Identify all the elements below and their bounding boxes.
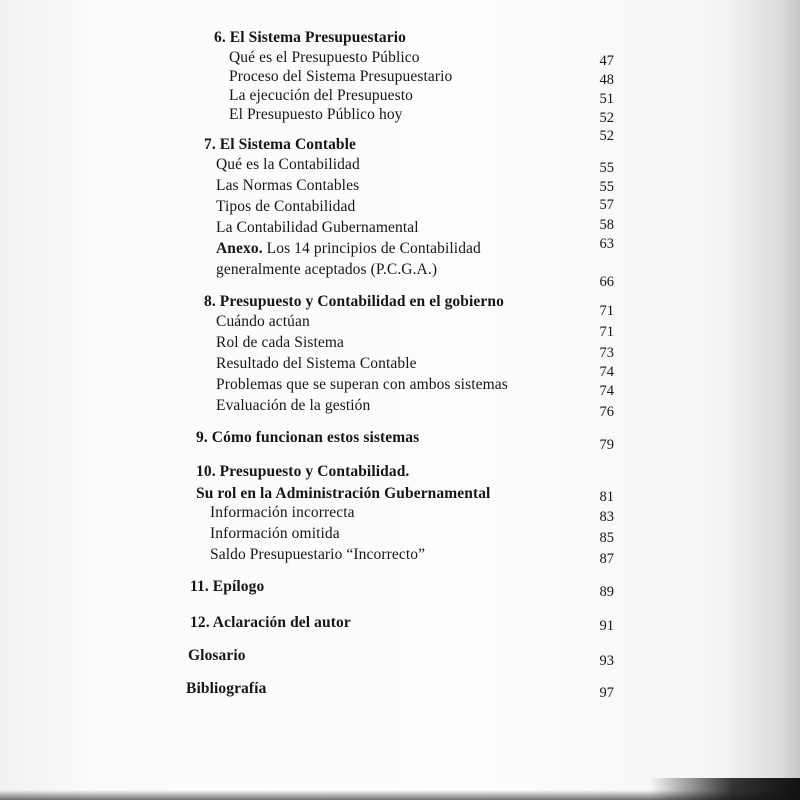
toc-entry-label: Resultado del Sistema Contable: [216, 355, 417, 372]
section-9-heading: 9. Cómo funcionan estos sistemas: [196, 429, 420, 446]
toc-page-number: 55: [599, 160, 614, 176]
toc-page-number: 76: [599, 404, 614, 420]
toc-page-number: 85: [599, 530, 614, 546]
toc-page-number: 63: [599, 236, 614, 252]
toc-page-number: 66: [599, 274, 614, 290]
toc-page-number: 74: [599, 383, 614, 399]
toc-entry-label: Qué es el Presupuesto Público: [229, 49, 420, 66]
toc-entry-label: Tipos de Contabilidad: [216, 198, 356, 215]
toc-entry-label: La ejecución del Presupuesto: [229, 87, 414, 104]
toc-page-number: 71: [599, 324, 614, 340]
section-12-page-number: 91: [599, 618, 614, 634]
toc-page-number: 58: [599, 217, 614, 233]
section-10-subheading: Su rol en la Administración Gubernamental: [196, 485, 491, 502]
toc-entry-label: Cuándo actúan: [216, 313, 310, 330]
toc-page-number: 51: [599, 91, 614, 107]
annex-entry-line2: generalmente aceptados (P.C.G.A.): [216, 261, 438, 278]
page-corner-shadow: [650, 778, 800, 800]
toc-page-number: 48: [599, 72, 614, 88]
section-10-heading: 10. Presupuesto y Contabilidad.: [196, 463, 410, 480]
toc-entry-label: Evaluación de la gestión: [216, 397, 371, 414]
section-11-page-number: 89: [599, 584, 614, 600]
glossary-page-number: 93: [599, 653, 614, 669]
toc-page-number: 57: [599, 197, 614, 213]
toc-page-number: 74: [599, 364, 614, 380]
annex-title: Los 14 principios de Contabilidad: [262, 240, 481, 257]
bibliography-heading: Bibliografía: [186, 680, 267, 697]
section-8-heading: 8. Presupuesto y Contabilidad en el gobierno: [204, 293, 504, 310]
section-12-heading: 12. Aclaración del autor: [190, 614, 351, 631]
section-6-heading: 6. El Sistema Presupuestario: [214, 29, 406, 46]
glossary-heading: Glosario: [188, 647, 246, 664]
toc-entry-label: El Presupuesto Público hoy: [229, 106, 403, 123]
toc-entry-label: Información omitida: [210, 525, 340, 542]
annex-entry: [216, 240, 481, 258]
toc-page-number: 52: [599, 110, 614, 126]
section-9-page-number: 79: [599, 437, 614, 453]
bibliography-page-number: 97: [599, 685, 614, 701]
toc-entry-label: Las Normas Contables: [216, 177, 360, 194]
section-11-heading: 11. Epílogo: [190, 578, 265, 595]
toc-page-number: 73: [599, 345, 614, 361]
toc-entry-label: Rol de cada Sistema: [216, 334, 345, 351]
toc-page-number: 83: [599, 509, 614, 525]
toc-page-number: 47: [599, 53, 614, 69]
section-10-page-number: 81: [599, 489, 614, 505]
toc-page-number: 55: [599, 179, 614, 195]
toc-entry-label: Proceso del Sistema Presupuestario: [229, 68, 453, 85]
section-7-page-number: 52: [599, 128, 614, 144]
toc-entry-label: Qué es la Contabilidad: [216, 156, 360, 173]
section-8-page-number: 71: [599, 303, 614, 319]
toc-entry-label: Problemas que se superan con ambos sistemas: [216, 376, 508, 393]
toc-entry-label: Saldo Presupuestario “Incorrecto”: [210, 546, 426, 563]
section-7-heading: 7. El Sistema Contable: [204, 136, 357, 153]
toc-entry-label: La Contabilidad Gubernamental: [216, 219, 419, 236]
page-edge-shadow: [730, 0, 800, 800]
toc-page-number: 87: [599, 551, 614, 567]
annex-lead: Anexo.: [216, 240, 263, 257]
toc-entry-label: Información incorrecta: [210, 504, 355, 521]
